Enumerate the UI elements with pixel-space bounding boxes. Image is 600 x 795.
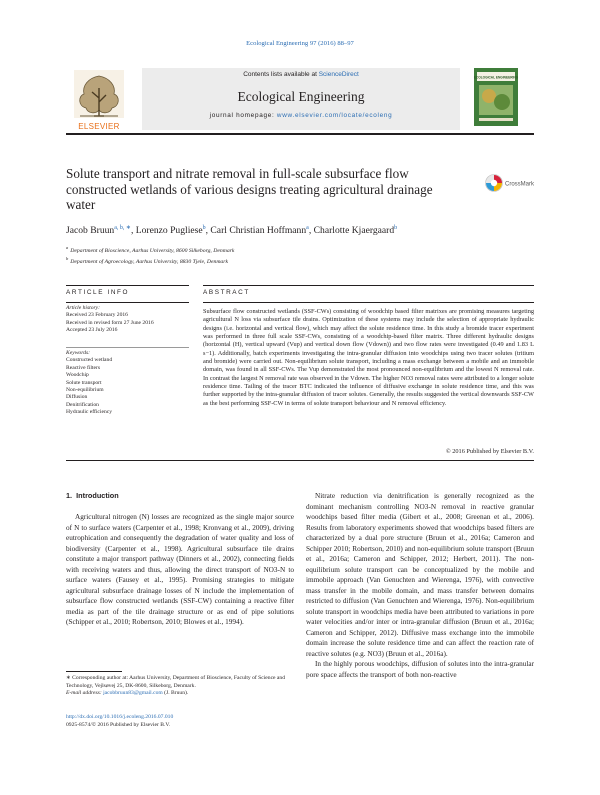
keywords bbox=[66, 350, 189, 417]
section-title: Introduction bbox=[76, 491, 119, 500]
section-heading-introduction bbox=[66, 491, 294, 502]
history-item: Received 23 February 2016 bbox=[66, 312, 128, 319]
section-number: 1. bbox=[66, 491, 73, 500]
intro-paragraph-3: In the highly porous woodchips, diffusion of solutes into the intra-granular pore space affects the transport of both non-reactive bbox=[306, 660, 534, 679]
keyword-item: Hydraulic efficiency bbox=[66, 409, 113, 416]
keyword-item: Non-equilibrium bbox=[66, 387, 104, 394]
author bbox=[210, 225, 313, 236]
author-separator: , bbox=[130, 225, 136, 237]
homepage-prefix: journal homepage: bbox=[209, 112, 277, 119]
affiliation-item bbox=[66, 244, 534, 255]
abstract-text: Subsurface flow constructed wetlands (SSF-CWs) consisting of woodchip based filter matrixes are promising measures targeting agricultural N loss via subsurface tile drains. Optimization of these systems may include the selection of appropriate hydraulic designs (i.e. horizontal and vertical flow), which may affect the solute residence time. In this study a bromide tracer experiment was performed in three full scale SSF-CWs, consisting of a woodchip-based filter matrix. Three different hydraulic designs (horizontal (H), vertical upward (Vup) and vertical down flow (Vdown)) and two flow rates were investigated (0.49 and 1.83 L s−1). Additionally, batch experiments investigating the intra-granular diffusion into woodchips using two tracer solutes (tritium and bromide) were carried out. Non-equilibrium solute transport, including a mass exchange between a mobile and an immobile domain, was found in all SSF-CWs. The Vup demonstrated the most pronounced non-equilibrium and the lowest N removal rate. In contrast the largest N removal rate was observed in the Vdown. The higher NO3 removal rates were attributed to a longer solute residence time. Tailing of the tracer BTC indicated the influence of diffusive exchange in solute residence time, and this was further supported by the intra-granular diffusion of tracer solutes. Generally, the results suggested the vertical downwards SSF-CW as the best performing SSF-CW in terms of solute transport behaviour and N removal efficiency. bbox=[203, 308, 534, 407]
footnote-rule bbox=[66, 671, 122, 672]
abstract-top-rule bbox=[203, 285, 534, 286]
keyword-item: Diffusion bbox=[66, 394, 88, 401]
keyword-list bbox=[66, 357, 189, 416]
article-info-mid-rule bbox=[66, 302, 189, 303]
abstract-heading: ABSTRACT bbox=[203, 289, 250, 296]
affiliation-text: Department of Bioscience, Aarhus University, 8600 Silkeborg, Denmark bbox=[70, 247, 235, 254]
history-item: Received in revised form 27 June 2016 bbox=[66, 319, 154, 326]
issn-line: 0925-8574/© 2016 Published by Elsevier B.V. bbox=[66, 721, 171, 728]
crossmark-icon[interactable] bbox=[484, 172, 534, 194]
article-history bbox=[66, 305, 189, 335]
doi-link[interactable]: http://dx.doi.org/10.1016/j.ecoleng.2016.07.010 bbox=[66, 714, 174, 720]
journal-header bbox=[66, 68, 534, 132]
author-affiliation-marker[interactable]: b bbox=[202, 225, 206, 231]
abstract-copyright: © 2016 Published by Elsevier B.V. bbox=[445, 448, 534, 455]
author-name: Charlotte Kjaergaard bbox=[313, 225, 395, 237]
elsevier-tree-logo bbox=[66, 68, 132, 130]
elsevier-wordmark: ELSEVIER bbox=[78, 122, 120, 131]
author-name: Lorenzo Pugliese bbox=[135, 225, 203, 237]
crossmark-label: CrossMark bbox=[505, 181, 534, 188]
body-left-column bbox=[66, 491, 294, 628]
email-line bbox=[66, 690, 294, 698]
doi-block bbox=[66, 714, 294, 729]
abstract-mid-rule bbox=[203, 302, 534, 303]
author-affiliation-marker[interactable]: b bbox=[394, 225, 398, 231]
email-label: E-mail address: bbox=[66, 690, 104, 697]
keyword-item: Woodchip bbox=[66, 372, 89, 379]
journal-homepage-line bbox=[142, 112, 460, 119]
author-list bbox=[66, 224, 534, 236]
affiliation-item bbox=[66, 255, 534, 266]
keywords-rule bbox=[66, 347, 189, 348]
author-separator: , bbox=[205, 225, 211, 237]
article-title: Solute transport and nitrate removal in full-scale subsurface flow constructed wetlands of various designs treating agricultural drainage water bbox=[66, 166, 433, 212]
keyword-item: Constructed wetland bbox=[66, 357, 113, 364]
journal-cover-thumbnail[interactable] bbox=[474, 68, 518, 126]
author-affiliation-marker[interactable]: a, b, ∗ bbox=[114, 225, 131, 231]
affiliation-marker: b bbox=[66, 256, 69, 262]
corresponding-author-note: ∗ Corresponding author at: Aarhus University, Department of Bioscience, Faculty of Science and Technology, Vejlsøvej 25, DK-8600, Silkeborg, Denmark. bbox=[66, 675, 286, 689]
journal-name: Ecological Engineering bbox=[237, 89, 365, 104]
contents-line bbox=[142, 71, 460, 78]
affiliation-marker: a bbox=[66, 245, 69, 250]
intro-paragraph-1: Agricultural nitrogen (N) losses are recognized as the single major source of N to surface waters (Carpenter et al., 1998; Kronvang et al., 2009), driving eutrophication and consequently the degradation of water quality and loss of biodiversity (Carpenter et al., 1998). Agricultural subsurface tile drains constitute a major transport pathway (Dinners et al., 2002), connecting fields with receiving waters and thus, allowing the direct transport of NO3-N to surface waters (Fausey et al., 1995). Promising strategies to mitigate agricultural subsurface drainage losses of N include the implementation of subsurface flow constructed wetlands (SSF-CW) containing a reactive filter media as part of the tile drainage structure or as end of pipe solutions (Schipper et al., 2010; Robertson, 2010; Blowes et al., 1994). bbox=[66, 513, 294, 626]
email-link[interactable]: jacobbruun83@gmail.com bbox=[103, 690, 163, 697]
author bbox=[314, 225, 398, 236]
abstract-bottom-rule bbox=[66, 460, 534, 461]
author-name: Jacob Bruun bbox=[66, 225, 115, 237]
body-right-column bbox=[306, 491, 534, 680]
intro-paragraph-2: Nitrate reduction via denitrification is generally recognized as the dominant mechanism controlling NO3-N removal in reactive granular woodchips based filter media (Gibert et al., 2008; Greenan et al., 2006). Results from laboratory experiments showed that woodchips based filters are characterized by a dual pore structure (Bruun et al., 2016a; Cameron and Schipper 2010; Robertson, 2010) and non-equilibrium solute transport (Bruun et al., 2016a; Cameron and Schipper, 2012; Herbert, 2011). The non-equilibrium solute transport can be conceptualized by the mobile and immobile approach (Van Genuchten and Wierenga, 1976), with convective mass transfer in the mobile domain, and mass transfer between domains restricted to diffusion (Van Genuchten and Wierenga, 1976). Non-equilibrium solute transport in woodchips media have been attributed to variations in pore water velocities and/or inter or intra-granular diffusion (Bruun et al., 2016a; Cameron and Schipper, 2012). Diffusive mass exchange into the immobile domain increase the solute residence time and can affect the reaction rate of reactive solutes (e.g. NO3) (Bruun et al., 2016a). bbox=[306, 492, 534, 658]
author-affiliation-marker[interactable]: a bbox=[306, 225, 309, 231]
homepage-link[interactable]: www.elsevier.com/locate/ecoleng bbox=[276, 112, 393, 119]
article-info-heading: ARTICLE INFO bbox=[66, 289, 130, 296]
sciencedirect-link[interactable]: ScienceDirect bbox=[318, 71, 359, 78]
affiliations bbox=[66, 244, 534, 266]
keyword-item: Solute transport bbox=[66, 379, 102, 386]
author bbox=[66, 225, 136, 236]
article-info-top-rule bbox=[66, 285, 189, 286]
keyword-item: Reactive filters bbox=[66, 364, 101, 371]
author-name: Carl Christian Hoffmann bbox=[210, 225, 307, 237]
history-list bbox=[66, 312, 189, 334]
email-suffix: (J. Bruun). bbox=[162, 690, 189, 697]
cover-title: ECOLOGICAL ENGINEERING bbox=[474, 75, 518, 80]
keyword-item: Denitrification bbox=[66, 401, 99, 408]
keywords-label: Keywords: bbox=[66, 350, 91, 356]
history-item: Accepted 23 July 2016 bbox=[66, 327, 118, 334]
author-separator: , bbox=[308, 225, 314, 237]
footnotes bbox=[66, 675, 294, 698]
history-label: Article history: bbox=[66, 305, 101, 311]
affiliation-text: Department of Agroecology, Aarhus University, 8830 Tjele, Denmark bbox=[70, 259, 229, 266]
journal-citation[interactable]: Ecological Engineering 97 (2016) 88–97 bbox=[246, 40, 354, 47]
header-rule bbox=[66, 133, 534, 135]
author bbox=[136, 225, 211, 236]
header-center-panel bbox=[142, 68, 460, 130]
contents-prefix: Contents lists available at bbox=[243, 71, 319, 78]
